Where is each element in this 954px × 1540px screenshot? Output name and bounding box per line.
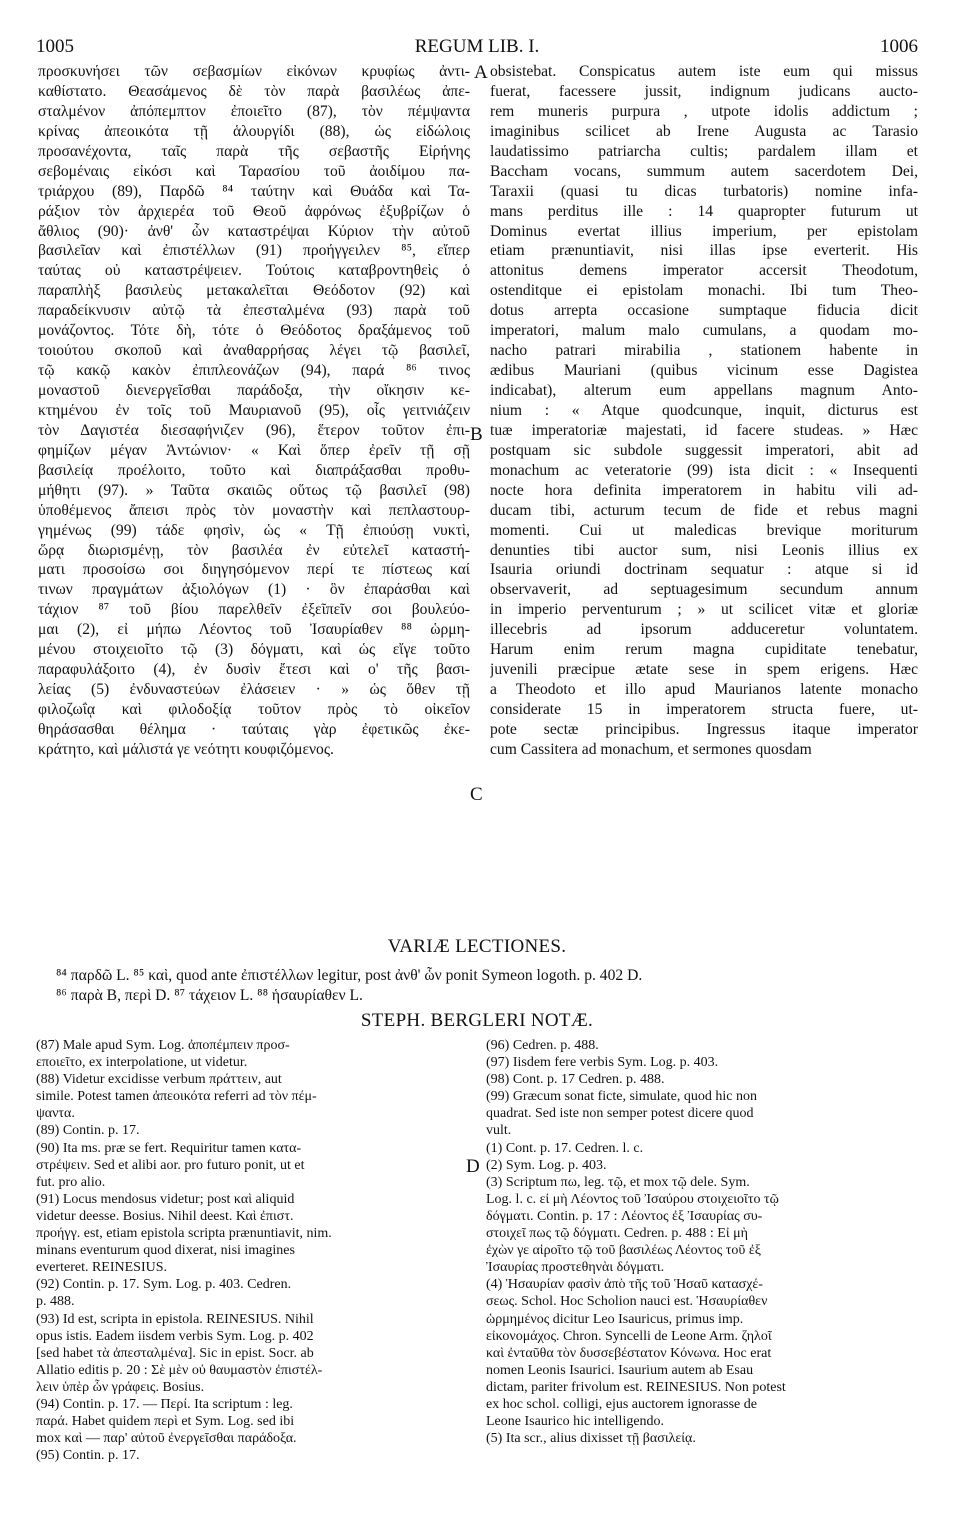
note-line: (93) Id est, scripta in epistola. REINESIUS. Nihil — [36, 1311, 314, 1327]
note-line: (4) Ἡσαυρίαν φασὶν ἀπὸ τῆς τοῦ Ἡσαῦ κατασχέ- — [486, 1277, 763, 1293]
greek-text-line: φημίζων μέγαν Ἀντώνιον· « Καὶ ὅπερ ἐρεῖν τῇ σῇ — [38, 441, 470, 459]
note-line: (90) Ita ms. præ se fert. Requiritur tamen κατα- — [36, 1140, 302, 1156]
note-line: (94) Contin. p. 17. — Περί. Ita scriptum : leg. — [36, 1396, 293, 1412]
note-line: simile. Potest tamen ἀπεοικότα referri ad τὸν πέμ- — [36, 1089, 317, 1105]
variant-reading-line: ⁸⁴ παρδῶ L. ⁸⁵ καὶ, quod ante ἐπιστέλλων legitur, post ἀνθ' ὧν ponit Symeon logoth. p. 402 D. — [56, 967, 643, 984]
latin-text-line: postquam sic subdole suggessit imperatori, abit ad — [490, 441, 918, 459]
note-line: (95) Contin. p. 17. — [36, 1448, 140, 1464]
latin-text-line: imperatori, malum malo cumulans, a quodam mo- — [490, 322, 918, 340]
latin-text-line: ducam tibi, acturum tecum de fide et rebus magni — [490, 501, 918, 519]
note-line: ὡρμημένος dicitur Leo Isauricus, primus imp. — [486, 1311, 744, 1327]
latin-text-line: Taraxii (quasi tu dicas turbatoris) nomine infa- — [490, 182, 918, 200]
greek-text-line: καθίστατο. Θεασάμενος δὲ τὸν παρὰ βασιλέως ἀπε- — [38, 82, 470, 100]
note-line: (98) Cont. p. 17 Cedren. p. 488. — [486, 1072, 665, 1088]
note-line: vult. — [486, 1123, 512, 1139]
latin-text-line: nium : « Atque quodcunque, inquit, dicturus est — [490, 401, 918, 419]
latin-text-line: observaverit, ad septuagesimum secundum annum — [490, 581, 918, 599]
variae-lectiones — [56, 966, 916, 1006]
note-line: ψαντα. — [36, 1106, 75, 1122]
latin-text-line: Isauria oriundi doctrinam sequatur : atque si id — [490, 561, 918, 579]
note-line: (87) Male apud Sym. Log. ἀποπέμπειν προσ- — [36, 1038, 290, 1053]
greek-text-line: σταλμένον ἀπόπεμπτον ἐποιεῖτο (87), τὸν πέμψαντα — [38, 102, 470, 120]
note-line: minans eventurum quod dixerat, nisi imagines — [36, 1243, 295, 1259]
latin-text-line: ostenditque ei epistolam monachi. Ibi tum Theo- — [490, 282, 918, 300]
greek-text-line: θηράσασθαι θέλημα · ταύταις γὰρ ἐφετικῶς ἐκε- — [38, 720, 470, 738]
latin-text-line: dotus arrepta occasione sumptaque fiducia dicit — [490, 302, 918, 320]
greek-text-line: τῷ κακῷ κακὸν ἐπιπλεονάζων (94), παρά ⁸⁶ τινος — [38, 362, 470, 380]
latin-text-line: a Theodoto et illo apud Maurianos latente monacho — [490, 681, 918, 699]
note-line: [sed habet τὰ ἀπεσταλμένα]. Sic in epist. Socr. ab — [36, 1345, 314, 1361]
latin-text-line: ædibus Mauriani (quibus vicinum esse Dagistea — [490, 362, 918, 380]
note-line: Ἰσαυρίας προστεθηνὰι δόγματι. — [486, 1260, 665, 1276]
page-number-right: 1006 — [880, 36, 918, 57]
latin-text-line: fuerat, facessere jussit, indignum judicans aucto- — [490, 82, 918, 100]
variae-lectiones-heading: VARIÆ LECTIONES. — [387, 936, 567, 957]
note-line: Allatio editis p. 20 : Σὲ μὲν οὐ θαυμαστὸν ἐπιστέλ- — [36, 1362, 323, 1378]
variant-reading-line: ⁸⁶ παρὰ B, περὶ D. ⁸⁷ τάχειον L. ⁸⁸ ἡσαυρίαθεν L. — [56, 987, 363, 1004]
greek-text-line: ὑποθέμενος ἄπεισι πρὸς τὸν μοναστὴν καὶ πεπλαστουρ- — [38, 501, 470, 519]
latin-text-line: cum Cassitera ad monachum, et sermones quosdam — [490, 740, 812, 758]
latin-text-line: in imperio perventurum ; » ut scilicet vitæ et gloriæ — [490, 601, 918, 619]
latin-text-line: laudatissimo patriarcha cultis; pardalem illam et — [490, 142, 918, 160]
greek-text-line: παραπλὴξ βασιλεὺς μετακαλεῖται Θεόδοτον (92) καὶ — [38, 282, 470, 300]
latin-text-line: nacho patrari mirabilia , stationem habente in — [490, 342, 918, 360]
margin-letter-a: A — [474, 62, 488, 83]
margin-letter-d: D — [466, 1156, 480, 1177]
greek-text-line: τοιούτου σκοποῦ καὶ ἀναθαρρήσας λέγει τῷ βασιλεῖ, — [38, 342, 470, 360]
greek-text-line: βασιλείᾳ προέλοιτο, τοῦτο καὶ διαπράξασθαι προθυ- — [38, 461, 470, 479]
latin-text-line: tuæ imperatoriæ majestati, id facere studeas. » Hæc — [490, 421, 918, 439]
greek-text-line: κράτητο, καὶ μάλιστά γε νεότητι κουφιζόμενος. — [38, 740, 334, 758]
greek-text-line: τινων πραγμάτων ἀξιολόγων (1) · ὃν ἐπαράσθαι καὶ — [38, 581, 470, 599]
notes-left-column — [36, 1037, 468, 1464]
note-line: ex hoc schol. colligi, ejus auctorem ignorasse de — [486, 1396, 757, 1412]
greek-text-line: τὸν Δαγιστέα διεσαφήνιζεν (96), ἕτερον τοῦτον ἐπι- — [38, 421, 470, 439]
note-line: Log. l. c. εἰ μὴ Λέοντος τοῦ Ἰσαύρου στοιχειοῖτο τῷ — [486, 1191, 779, 1207]
greek-text-line: κρίνας ἀπεοικότα τῇ ἁλουργίδι (88), ὡς εἰδώλοις — [38, 122, 470, 140]
greek-text-line: τάχιον ⁸⁷ τοῦ βίου παρελθεῖν ἐξεῖπεῖν σοι βουλεύο- — [38, 601, 470, 619]
note-line: everteret. REINESIUS. — [36, 1260, 168, 1276]
greek-text-line: ἄθλιος (90)· ἀνθ' ὧν καταστρέψαι Κύριον τὴν αὐτοῦ — [38, 222, 470, 240]
note-line: (92) Contin. p. 17. Sym. Log. p. 403. Cedren. — [36, 1277, 292, 1293]
latin-text-line: mans perditus ille : 14 quapropter futurum ut — [490, 202, 918, 220]
note-line: p. 488. — [36, 1294, 75, 1310]
note-line: Leone Isaurico hic intelligendo. — [486, 1414, 665, 1430]
latin-text-line: attonitus demens imperator accersit Theodotum, — [490, 262, 918, 280]
greek-text-line: μένου στοιχειοῖτο τῷ (3) δόγματι, καὶ ὡς εἴγε τοῦτο — [38, 641, 470, 659]
note-line: nomen Leonis Isaurici. Isaurium autem ab Esau — [486, 1362, 754, 1378]
note-line: (96) Cedren. p. 488. — [486, 1038, 599, 1053]
greek-text-line: σεβομέναις εἰκόσι καὶ Ταρασίου τοῦ ἀοιδίμου πα- — [38, 162, 470, 180]
greek-text-line: προσανέχοντα, ταῖς παρὰ τῆς σεβαστῆς Εἰρήνης — [38, 142, 470, 160]
note-line: (99) Græcum sonat ficte, simulate, quod hic non — [486, 1089, 757, 1105]
margin-letter-c: C — [470, 784, 483, 805]
greek-text-line: μοναστοῦ διενεργεῖσθαι παράδοξα, τὴν οἴκησιν κε- — [38, 382, 470, 399]
page-number-left: 1005 — [36, 36, 74, 57]
note-line: ἐχὼν γε αἱροῖτο τῷ τοῦ βασιλέως Λέοντος τοῦ ἐξ — [486, 1243, 761, 1259]
note-line: (97) Iisdem fere verbis Sym. Log. p. 403. — [486, 1055, 719, 1071]
note-line: (2) Sym. Log. p. 403. — [486, 1157, 607, 1173]
latin-text-line: rem muneris purpura , utpote idolis addictum ; — [490, 102, 918, 120]
greek-text-line: παραφυλάξοιτο (4), ἐν δυσὶν ἔτεσι καὶ ο' τῆς βασι- — [38, 661, 470, 679]
latin-text-column — [490, 62, 918, 760]
note-line: σεως. Schol. Hoc Scholion nauci est. Ἡσαυρίαθεν — [486, 1294, 768, 1310]
greek-text-line: ὥρᾳ διωρισμένῃ, τὸν βασιλέα ἐν εὐτελεῖ καταστή- — [38, 541, 470, 559]
margin-letter-b: B — [470, 424, 483, 445]
greek-text-line: βασιλεῖαν καὶ ἐπιστέλλων (91) προήγγειλεν ⁸⁵, εἴπερ — [38, 242, 470, 260]
greek-text-line: ματι προσοίσω σοι διηγησόμενον περί τε πίστεως καί — [38, 561, 470, 579]
note-line: mox καὶ — παρ' αὐτοῦ ἐνεργεῖσθαι παράδοξα. — [36, 1431, 297, 1447]
greek-text-line: ταύτας οὐ καταστρέψειεν. Τούτοις καταβροντηθεὶς ὁ — [38, 262, 470, 280]
greek-text-line: μονάζοντος. Τότε δὴ, τότε ὁ Θεόδοτος δραξάμενος τοῦ — [38, 322, 470, 340]
latin-text-line: nocte hora definita imperatorem in habitu vili ad- — [490, 481, 918, 499]
latin-text-line: Harum enim rerum magna cupiditate tenebatur, — [490, 641, 918, 659]
note-line: (88) Videtur excidisse verbum πράττειν, aut — [36, 1072, 282, 1088]
greek-text-line: κτημένου ἐν τοῖς τοῦ Μαυριανοῦ (95), οἷς γειτνιάζειν — [38, 401, 470, 419]
latin-text-line: Baccham vocans, summum autem sacerdotem Dei, — [490, 162, 918, 180]
greek-text-line: παραδείκνυσιν αὐτῷ τὰ ἐπεσταλμένα (93) παρὰ τοῦ — [38, 302, 470, 320]
note-line: (5) Ita scr., alius dixisset τῇ βασιλείᾳ. — [486, 1431, 696, 1447]
note-line: παρά. Habet quidem περὶ et Sym. Log. sed ibi — [36, 1414, 295, 1430]
note-line: εποιεῖτο, ex interpolatione, ut videtur. — [36, 1055, 248, 1071]
note-line: (91) Locus mendosus videtur; post καὶ aliquid — [36, 1191, 295, 1207]
latin-text-line: monachum ac veteratorie (99) ista dicit : « Insequenti — [490, 461, 918, 479]
latin-text-line: Dominus evertat illius imperium, per epistolam — [490, 222, 918, 240]
latin-text-line: juvenili præcipue ætate sese in spem erigens. Hæc — [490, 661, 918, 679]
note-line: λειν ὑπὲρ ὧν γράφεις. Bosius. — [36, 1379, 205, 1395]
greek-text-line: ράξιον τὸν ἀρχιερέα τοῦ Θεοῦ ἀφρόνως ἐξυβρίζων ὁ — [38, 202, 470, 220]
running-title: REGUM LIB. I. — [414, 36, 540, 57]
latin-text-line: considerate 15 in imperatorem structa fuere, ut- — [490, 701, 918, 718]
greek-text-line: λείας (5) ἐνδυναστεύων ἐλάσειεν · » ὡς ὅθεν τῇ — [38, 681, 470, 699]
note-line: (3) Scriptum πω, leg. τῷ, et mox τῷ dele. Sym. — [486, 1174, 750, 1190]
notes-right-column — [486, 1037, 918, 1447]
latin-text-line: pote sectæ principibus. Ingressus itaque imperator — [490, 720, 918, 738]
greek-text-line: γημένως (99) τάδε φησὶν, ὡς « Τῇ ἐπιούσῃ νυκτὶ, — [38, 521, 470, 539]
greek-text-line: τριάρχου (89), Παρδῶ ⁸⁴ ταύτην καὶ Θυάδα καὶ Τα- — [38, 182, 470, 200]
greek-text-line: φιλοζωΐᾳ καὶ φιλοδοξίᾳ τοῦτον πρὸς τὸ οἰκεῖον — [38, 701, 470, 718]
greek-text-line: μαι (2), εἰ μήπω Λέοντος τοῦ Ἰσαυρίαθεν ⁸⁸ ὡρμη- — [38, 621, 470, 639]
note-line: quadrat. Sed iste non semper potest dicere quod — [486, 1106, 754, 1122]
greek-text-column — [38, 62, 470, 760]
note-line: εἰκονομάχος. Chron. Syncelli de Leone Arm. ζηλοῖ — [486, 1328, 772, 1344]
note-line: δόγματι. Contin. p. 17 : Λέοντος ἐξ Ἰσαυρίας συ- — [486, 1208, 763, 1224]
page-header — [36, 36, 918, 60]
note-line: καὶ ἐνταῦθα τὸν δυσσεβέστατον Κόνωνα. Hoc erat — [486, 1345, 772, 1361]
note-line: videtur deesse. Bosius. Nihil deest. Καὶ ἐπιστ. — [36, 1208, 294, 1224]
notes-heading: STEPH. BERGLERI NOTÆ. — [360, 1010, 594, 1031]
greek-text-line: προσκυνήσει τῶν σεβασμίων εἰκόνων κρυφίως ἀντι- — [38, 63, 470, 80]
latin-text-line: denunties tibi auctor sum, nisi Leonis illius ex — [490, 541, 918, 559]
note-line: (1) Cont. p. 17. Cedren. l. c. — [486, 1140, 644, 1156]
latin-text-line: imaginibus scilicet ab Irene Augusta ac Tarasio — [490, 122, 918, 140]
note-line: opus istis. Eadem iisdem verbis Sym. Log. p. 402 — [36, 1328, 314, 1344]
latin-text-line: momenti. Cui ut maledicas brevique moriturum — [490, 521, 918, 539]
greek-text-line: μήθητι (97). » Ταῦτα σκαιῶς οὕτως τῷ βασιλεῖ (98) — [38, 481, 470, 499]
latin-text-line: illecebris ad ipsorum adduceretur voluntatem. — [490, 621, 918, 639]
note-line: fut. pro alio. — [36, 1174, 106, 1190]
note-line: στοιχεῖ πως τῷ δόγματι. Cedren. p. 488 : Εἰ μὴ — [486, 1226, 748, 1242]
latin-text-line: indicabat), alterum eum appellans magnum Anto- — [490, 382, 918, 399]
note-line: dictam, pariter frivolum est. REINESIUS. Non potest — [486, 1379, 786, 1395]
note-line: στρέψειν. Sed et alibi aor. pro futuro ponit, ut et — [36, 1157, 305, 1173]
latin-text-line: obsistebat. Conspicatus autem iste eum qui missus — [490, 63, 918, 80]
note-line: (89) Contin. p. 17. — [36, 1123, 140, 1139]
latin-text-line: etiam prænuntiavit, nisi illas ipse everterit. His — [490, 242, 918, 260]
note-line: προήγγ. est, etiam epistola scripta prænuntiavit, nim. — [36, 1226, 332, 1242]
